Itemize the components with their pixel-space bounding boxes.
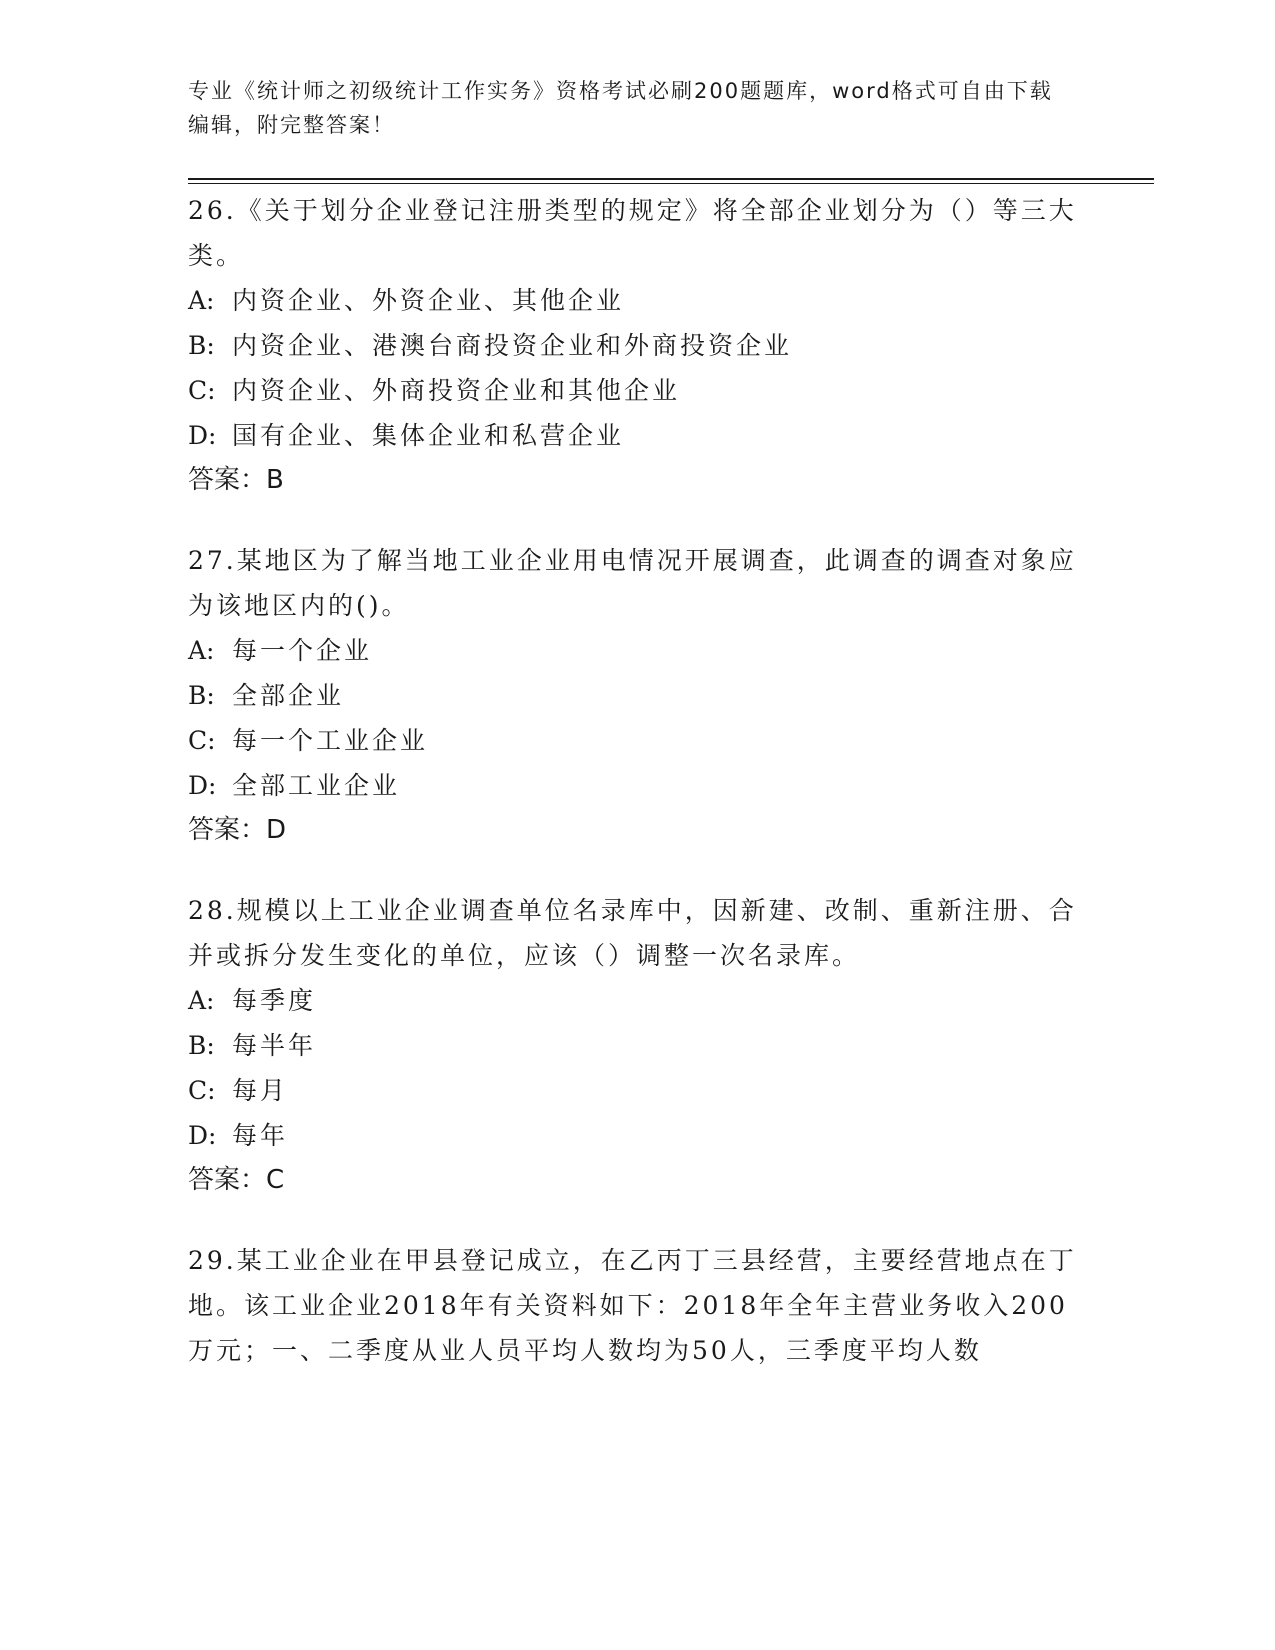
question-27: [188, 538, 1078, 853]
option-d: [188, 413, 1078, 458]
option-key: A:: [188, 636, 215, 665]
option-key: A:: [188, 286, 215, 315]
option-text: 每半年: [232, 1031, 317, 1060]
option-key: D:: [188, 771, 217, 800]
option-text: 内资企业、港澳台商投资企业和外商投资企业: [232, 331, 793, 360]
option-c: [188, 1068, 1078, 1113]
option-c: [188, 718, 1078, 763]
option-a: [188, 278, 1078, 323]
answer-line: 答案：C: [188, 1165, 285, 1195]
option-b: [188, 1023, 1078, 1068]
question-26: [188, 188, 1078, 503]
question-stem: 27.某地区为了解当地工业企业用电情况开展调查，此调查的调查对象应为该地区内的()。: [188, 546, 1077, 620]
option-text: 全部工业企业: [232, 771, 401, 800]
question-29: [188, 1238, 1078, 1373]
option-key: C:: [188, 376, 216, 405]
option-text: 每一个工业企业: [232, 726, 429, 755]
option-key: B:: [188, 681, 215, 710]
option-c: [188, 368, 1078, 413]
option-text: 每月: [232, 1076, 289, 1105]
answer-line: 答案：D: [188, 815, 287, 845]
header-rule-thin: [188, 183, 1154, 184]
option-a: [188, 978, 1078, 1023]
option-b: [188, 323, 1078, 368]
option-d: [188, 1113, 1078, 1158]
option-text: 每一个企业: [232, 636, 373, 665]
option-text: 内资企业、外商投资企业和其他企业: [232, 376, 681, 405]
option-key: C:: [188, 726, 216, 755]
option-key: D:: [188, 1121, 217, 1150]
option-text: 全部企业: [232, 681, 345, 710]
option-key: B:: [188, 1031, 215, 1060]
answer-line: 答案：B: [188, 465, 284, 495]
question-28: [188, 888, 1078, 1203]
option-d: [188, 763, 1078, 808]
option-key: A:: [188, 986, 215, 1015]
question-stem: 28.规模以上工业企业调查单位名录库中，因新建、改制、重新注册、合并或拆分发生变化的单位，应该（）调整一次名录库。: [188, 896, 1077, 970]
option-text: 国有企业、集体企业和私营企业: [232, 421, 625, 450]
option-b: [188, 673, 1078, 718]
option-text: 内资企业、外资企业、其他企业: [232, 286, 625, 315]
question-stem: 29.某工业企业在甲县登记成立，在乙丙丁三县经营，主要经营地点在丁地。该工业企业2018年有关资料如下：2018年全年主营业务收入200万元；一、二季度从业人员平均人数均为50人，三季度平均人数: [188, 1246, 1077, 1365]
option-text: 每季度: [232, 986, 317, 1015]
document-header: 专业《统计师之初级统计工作实务》资格考试必刷200题题库，word格式可自由下载编辑，附完整答案！: [188, 79, 1053, 137]
question-stem: 26.《关于划分企业登记注册类型的规定》将全部企业划分为（）等三大类。: [188, 196, 1077, 270]
option-key: B:: [188, 331, 215, 360]
option-key: C:: [188, 1076, 216, 1105]
option-text: 每年: [232, 1121, 289, 1150]
option-key: D:: [188, 421, 217, 450]
header-rule-thick: [188, 178, 1154, 180]
option-a: [188, 628, 1078, 673]
question-list: [188, 188, 1078, 1408]
